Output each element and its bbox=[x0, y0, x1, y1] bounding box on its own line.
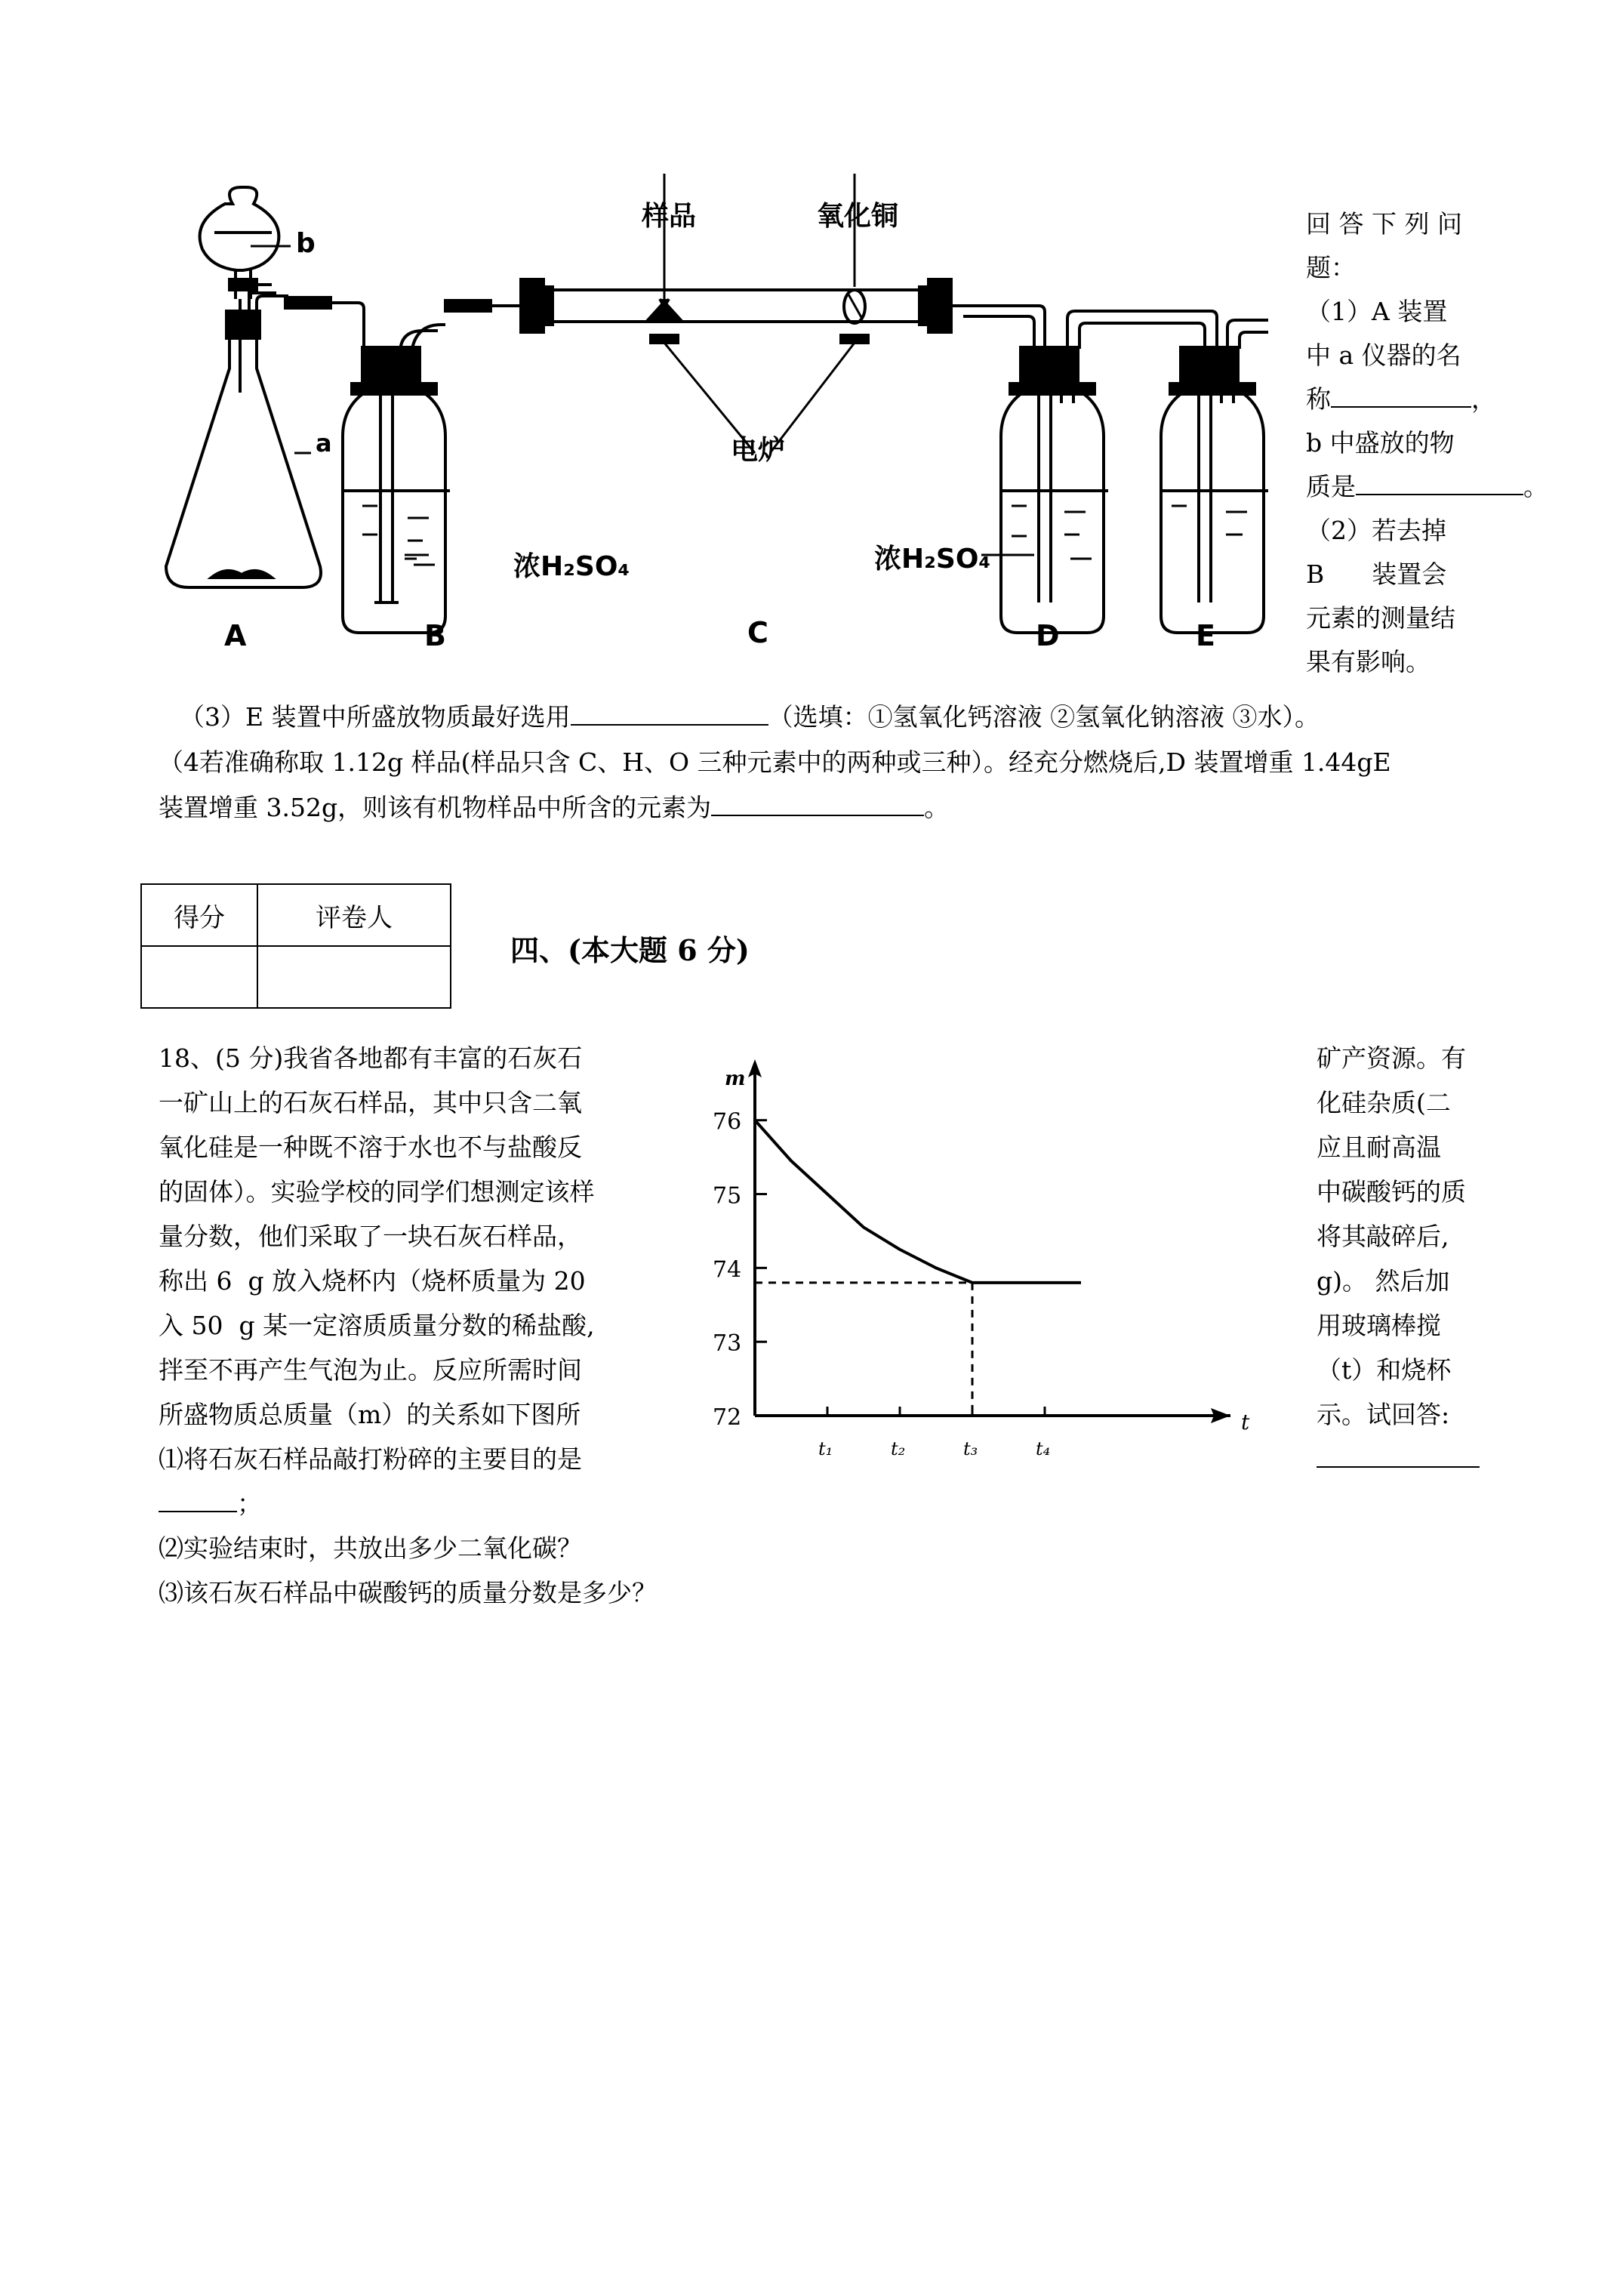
q18-left-text bbox=[159, 1036, 657, 1615]
q17-part4-line1: （4若准确称取 1.12g 样品(样品只含 C、H、O 三种元素中的两种或三种）。经充分燃烧后,D 装置增重 1.44gE bbox=[159, 747, 1391, 777]
series-line bbox=[755, 1120, 1081, 1283]
separatory-funnel bbox=[200, 187, 279, 270]
grader-cell[interactable] bbox=[257, 946, 451, 1008]
q18-line: （t）和烧杯 bbox=[1317, 1355, 1452, 1385]
q18-line: 中碳酸钙的质 bbox=[1317, 1177, 1466, 1207]
y-tick-label: 72 bbox=[713, 1404, 742, 1431]
q18-line: 氧化硅是一种既不溶于水也不与盐酸反 bbox=[159, 1133, 582, 1162]
q18-line: 18、(5 分)我省各地都有丰富的石灰石 bbox=[159, 1043, 583, 1073]
q18-line: 用玻璃棒搅 bbox=[1317, 1311, 1441, 1340]
section-title: 四、(本大题 6 分) bbox=[510, 933, 750, 967]
q18-line: 化硅杂质(二 bbox=[1317, 1088, 1451, 1117]
q17-line: （1）A 装置 bbox=[1306, 297, 1448, 326]
answer-blank[interactable] bbox=[159, 1482, 237, 1512]
q17-line: 质是 。 bbox=[1306, 465, 1548, 509]
q18-line bbox=[1317, 1437, 1480, 1481]
q17-line: 称 ， bbox=[1306, 378, 1548, 421]
x-tick-label: t₁ bbox=[818, 1438, 833, 1459]
answer-blank[interactable] bbox=[711, 786, 924, 816]
label-B: B bbox=[424, 619, 446, 652]
score-table bbox=[140, 883, 451, 1009]
q18-q2: ⑵实验结束时，共放出多少二氧化碳？ bbox=[159, 1533, 582, 1563]
q17-line: 中 a 仪器的名 bbox=[1306, 341, 1461, 370]
answer-blank[interactable] bbox=[1356, 465, 1523, 495]
q18-line: 应且耐高温 bbox=[1317, 1133, 1441, 1162]
q17-part4-line2: 装置增重 3.52g，则该有机物样品中所含的元素为 。 bbox=[159, 785, 949, 831]
score-header: 得分 bbox=[141, 884, 257, 946]
q18-line: 所盛物质总质量（m）的关系如下图所 bbox=[159, 1400, 581, 1429]
label-E: E bbox=[1196, 619, 1215, 652]
q18-line: 量分数，他们采取了一块石灰石样品， bbox=[159, 1222, 582, 1251]
q17-line: 元素的测量结 bbox=[1306, 603, 1455, 633]
q18-line: 的固体）。实验学校的同学们想测定该样 bbox=[159, 1177, 595, 1207]
label-furnace: 电炉 bbox=[731, 435, 786, 466]
x-tick-label: t₃ bbox=[963, 1438, 978, 1459]
y-tick-label: 74 bbox=[713, 1256, 742, 1284]
answer-blank[interactable] bbox=[571, 695, 768, 726]
y-tick-label: 76 bbox=[713, 1108, 742, 1136]
answer-blank[interactable] bbox=[1331, 378, 1471, 408]
q18-q3: ⑶该石灰石样品中碳酸钙的质量分数是多少？ bbox=[159, 1578, 657, 1607]
label-b: b bbox=[296, 228, 316, 259]
label-sample: 样品 bbox=[642, 201, 697, 232]
label-h2so4-b: 浓H₂SO₄ bbox=[513, 551, 630, 582]
q18-line: ⑴将石灰石样品敲打粉碎的主要目的是 bbox=[159, 1444, 582, 1474]
q17-line: 回 答 下 列 问 bbox=[1306, 209, 1462, 239]
label-C: C bbox=[747, 616, 768, 649]
label-a: a bbox=[316, 429, 332, 458]
q17-part3: （3）E 装置中所盛放物质最好选用 （选填：①氢氧化钙溶液 ②氢氧化钠溶液 ③水）。 bbox=[180, 695, 1320, 740]
q18-line: 称出 6 g 放入烧杯内（烧杯质量为 20 bbox=[159, 1266, 586, 1296]
label-h2so4-d: 浓H₂SO₄ bbox=[874, 544, 991, 575]
q18-line: 拌至不再产生气泡为止。反应所需时间 bbox=[159, 1355, 582, 1385]
q17-side-text bbox=[1306, 202, 1548, 684]
q17-line: B 装置会 bbox=[1306, 559, 1447, 589]
q18-line: 示。试回答: bbox=[1317, 1400, 1450, 1429]
q18-line: 入 50 g 某一定溶质质量分数的稀盐酸, bbox=[159, 1311, 595, 1340]
mass-time-chart bbox=[702, 1057, 1276, 1480]
q18-line: 矿产资源。有 bbox=[1317, 1043, 1466, 1073]
label-D: D bbox=[1036, 619, 1060, 652]
label-A: A bbox=[224, 619, 247, 652]
grader-header: 评卷人 bbox=[257, 884, 451, 946]
q18-line: 一矿山上的石灰石样品，其中只含二氧 bbox=[159, 1088, 582, 1117]
q18-line: g)。 然后加 bbox=[1317, 1266, 1450, 1296]
y-tick-label: 75 bbox=[713, 1182, 742, 1210]
q18-line: 将其敲碎后, bbox=[1317, 1222, 1449, 1251]
q17-line: 果有影响。 bbox=[1306, 647, 1431, 676]
answer-blank[interactable] bbox=[1317, 1438, 1480, 1468]
q18-right-text bbox=[1317, 1036, 1480, 1481]
x-axis-label: t bbox=[1241, 1410, 1250, 1435]
y-tick-label: 73 bbox=[713, 1330, 742, 1358]
x-tick-label: t₄ bbox=[1036, 1438, 1051, 1459]
label-copper-oxide: 氧化铜 bbox=[817, 201, 899, 232]
x-tick-label: t₂ bbox=[891, 1438, 906, 1459]
y-axis-label: m bbox=[725, 1068, 746, 1090]
q17-line: 题： bbox=[1306, 253, 1356, 282]
score-cell[interactable] bbox=[141, 946, 257, 1008]
q17-line: b 中盛放的物 bbox=[1306, 428, 1455, 458]
q17-line: （2）若去掉 bbox=[1306, 516, 1446, 545]
q18-line: ； bbox=[159, 1481, 657, 1526]
